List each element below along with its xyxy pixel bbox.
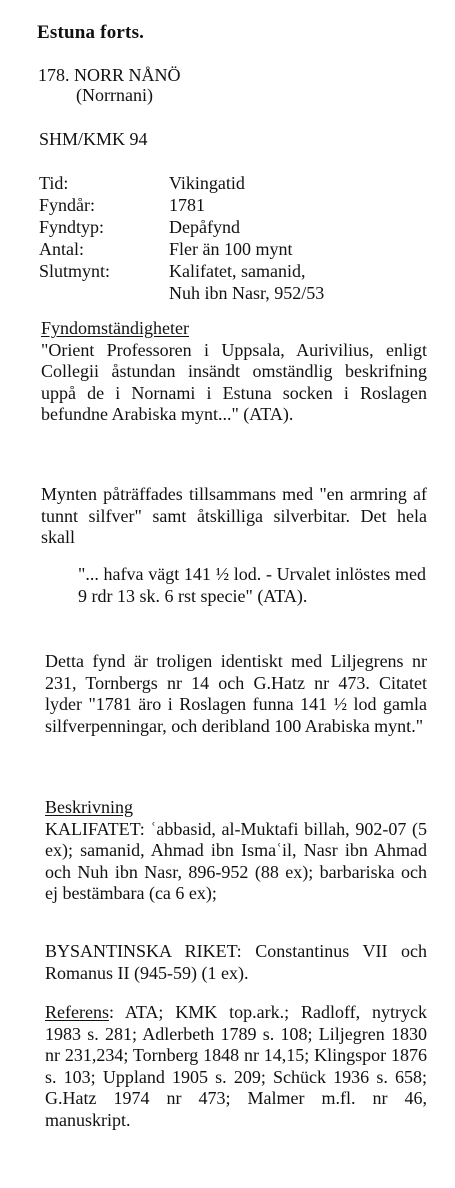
fact-row (39, 260, 324, 282)
fact-row (39, 216, 324, 238)
fact-value: Kalifatet, samanid, (169, 261, 306, 281)
fact-label (39, 282, 169, 304)
byzantine-paragraph: BYSANTINSKA RIKET: Constantinus VII och Romanus II (945-59) (1 ex). (45, 941, 427, 983)
fact-row (39, 238, 324, 260)
found-paragraph: Mynten påträffades tillsammans med "en armring af tunnt silfver" samt åtskilliga silverbitar. Det hela skall (41, 484, 427, 547)
fact-label: Slutmynt: (39, 261, 111, 281)
fact-value: Depåfynd (169, 217, 240, 237)
fact-value: Vikingatid (169, 173, 245, 193)
facts-table (39, 172, 324, 304)
description-text: KALIFATET: ʿabbasid, al-Muktafi billah, 902-07 (5 ex); samanid, Ahmad ibn Ismaʿil, Nasr ibn Ahmad och Nuh ibn Nasr, 896-952 (88 ex); barbariska och ej bestämbara (ca 6 ex); (45, 818, 427, 903)
circumstances-text: "Orient Professoren i Uppsala, Aurivilius, enligt Collegii åstundan insändt omständlig beskrifning uppå de i Nornami i Estuna socken i Roslagen befundne Arabiska mynt..." (ATA). (41, 339, 427, 424)
fact-label: Fyndtyp: (39, 217, 105, 237)
circumstances-section (41, 318, 427, 426)
fact-label: Tid: (39, 173, 69, 193)
fact-value: Nuh ibn Nasr, 952/53 (169, 283, 325, 303)
description-section (45, 797, 427, 905)
fact-row (39, 194, 324, 216)
fact-value: 1781 (169, 195, 205, 215)
references-label: Referens (45, 1002, 109, 1022)
circumstances-title: Fyndomständigheter (41, 318, 189, 338)
find-alt-name: (Norrnani) (76, 85, 153, 105)
catalog-number: SHM/KMK 94 (39, 129, 148, 149)
fact-label: Fyndår: (39, 195, 95, 215)
fact-row (39, 282, 324, 304)
parish-heading: Estuna forts. (37, 22, 145, 43)
fact-row (39, 172, 324, 194)
find-number-name: 178. NORR NÅNÖ (38, 65, 181, 85)
fact-label: Antal: (39, 239, 84, 259)
weight-quote: "... hafva vägt 141 ½ lod. - Urvalet inlöstes med 9 rdr 13 sk. 6 rst specie" (ATA). (78, 564, 426, 606)
identity-paragraph: Detta fynd är troligen identiskt med Liljegrens nr 231, Tornbergs nr 14 och G.Hatz nr 473. Citatet lyder "1781 äro i Roslagen funna 141 ½ lod gamla silfverpenningar, och deribland 100 Arabiska mynt." (45, 651, 427, 736)
references-section (45, 1002, 427, 1131)
fact-value: Fler än 100 mynt (169, 239, 293, 259)
find-entry-title (38, 65, 181, 105)
description-title: Beskrivning (45, 797, 133, 817)
references-text: : ATA; KMK top.ark.; Radloff, nytryck 1983 s. 281; Adlerbeth 1789 s. 108; Liljegren 1830 nr 231,234; Tornberg 1848 nr 14,15; Klingspor 1876 s. 103; Uppland 1905 s. 209; Schück 1936 s. 658; G.Hatz 1974 nr 473; Malmer m.fl. nr 46, manuskript. (45, 1002, 427, 1130)
